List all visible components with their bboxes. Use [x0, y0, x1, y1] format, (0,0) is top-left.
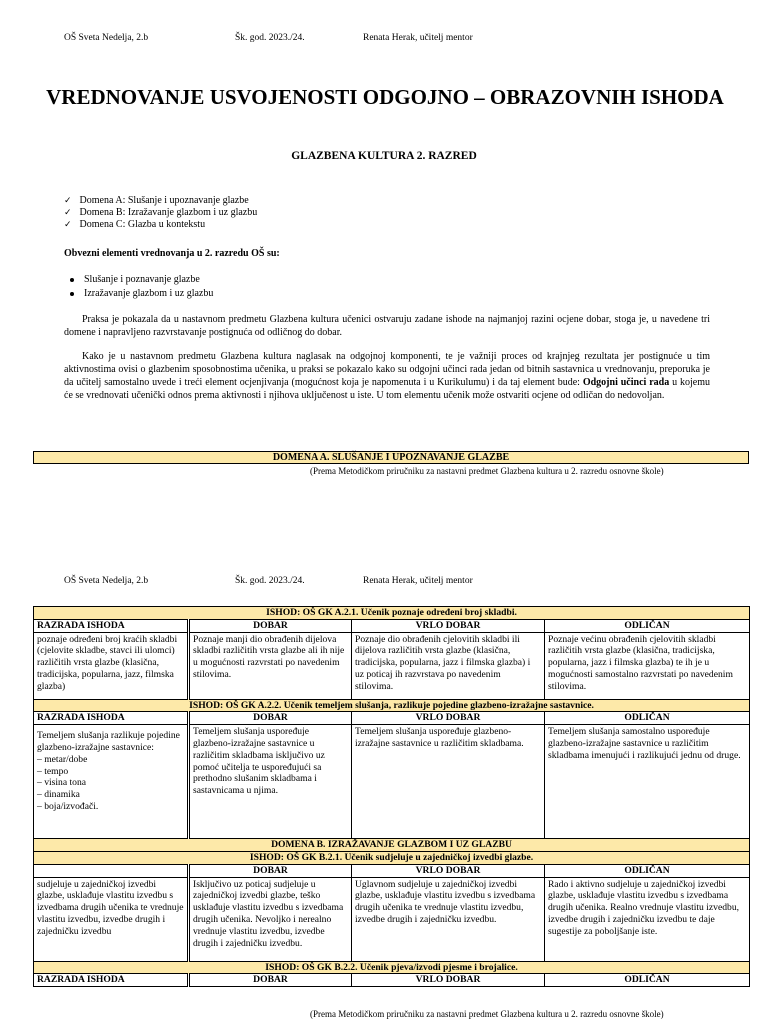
page-subtitle: GLAZBENA KULTURA 2. RAZRED: [291, 150, 477, 162]
table-row: [34, 877, 750, 961]
table-row: [34, 632, 750, 699]
obvezni-heading: Obvezni elementi vrednovanja u 2. razredu OŠ su:: [64, 248, 280, 259]
checklist-item: ✓ Domena A: Slušanje i upoznavanje glazbe: [64, 195, 257, 207]
cell-dobar: Temeljem slušanja uspoređuje glazbeno-izražajne sastavnice u različitim skladbama isključivo uz pomoć učitelja te uspoređujući sa prethodno slušanim skladbama i sastavnicama u njima.: [189, 725, 352, 839]
source-note: (Prema Metodičkom priručniku za nastavni predmet Glazbena kultura u 2. razredu osnovne škole): [310, 1009, 664, 1019]
bullet-item: Izražavanje glazbom i uz glazbu: [84, 288, 214, 299]
col-odlican: ODLIČAN: [545, 864, 750, 877]
page-title: VREDNOVANJE USVOJENOSTI ODGOJNO – OBRAZOVNIH ISHODA: [46, 85, 724, 109]
header-school-year: Šk. god. 2023./24.: [235, 33, 305, 43]
cell-odlican: Temeljem slušanja samostalno uspoređuje glazbeno-izražajne sastavnice u različitim skladbama imenujući i razlikujući jednu od druge.: [545, 725, 750, 839]
col-vrlo-dobar: VRLO DOBAR: [352, 619, 545, 632]
ishod-b22: ISHOD: OŠ GK B.2.2. Učenik pjeva/izvodi pjesme i brojalice.: [34, 961, 750, 974]
header-teacher: Renata Herak, učitelj mentor: [363, 33, 473, 43]
col-razrada: RAZRADA ISHODA: [34, 712, 189, 725]
ishod-a21: ISHOD: OŠ GK A.2.1. Učenik poznaje određeni broj skladbi.: [34, 607, 750, 620]
header-teacher: Renata Herak, učitelj mentor: [363, 576, 473, 586]
header-school: OŠ Sveta Nedelja, 2.b: [64, 576, 149, 586]
ishod-a22: ISHOD: OŠ GK A.2.2. Učenik temeljem slušanja, razlikuje pojedine glazbeno-izražajne sastavnice.: [34, 699, 750, 712]
col-razrada: RAZRADA ISHODA: [34, 974, 189, 987]
col-odlican: ODLIČAN: [545, 712, 750, 725]
col-vrlo-dobar: VRLO DOBAR: [352, 864, 545, 877]
domena-row: [34, 839, 750, 852]
cell-razrada: sudjeluje u zajedničkoj izvedbi glazbe, usklađuje vlastitu izvedbu s izvedbama drugih učenika te vrednuje vlastitu izvedbu, izvedbe drugih i zajedničku izvedbu: [34, 877, 189, 961]
col-dobar: DOBAR: [189, 864, 352, 877]
bullet-item: Slušanje i poznavanje glazbe: [84, 273, 213, 287]
ishod-row: [34, 699, 750, 712]
column-header-row: [34, 974, 750, 987]
cell-odlican: Poznaje većinu obrađenih cjelovitih skladbi različitih vrsta glazbe (klasična, tradicijska, popularna, jazz i filmska glazba) te ih je u mogućnosti samostalno razvrstati po navedenim stilovima.: [545, 632, 750, 699]
list-item: – tempo: [37, 765, 69, 777]
ishod-b21: ISHOD: OŠ GK B.2.1. Učenik sudjeluje u zajedničkoj izvedbi glazbe.: [34, 851, 750, 864]
cell-dobar: Isključivo uz poticaj sudjeluje u zajedničkoj izvedbi glazbe, teško usklađuje vlastitu izvedbu s izvedbama drugih učenika. Nevoljko i nerealno vrednuje vlastitu izvedbu, izvedbe drugih i zajedničku izvedbu.: [189, 877, 352, 961]
ishod-row: [34, 851, 750, 864]
cell-razrada: [34, 725, 189, 839]
paragraph-odgojni: [64, 350, 710, 402]
header-school: OŠ Sveta Nedelja, 2.b: [64, 33, 149, 43]
ishod-row: [34, 961, 750, 974]
checklist-item: ✓ Domena B: Izražavanje glazbom i uz glazbu: [64, 207, 257, 219]
column-header-row: [34, 864, 750, 877]
column-header-row: [34, 619, 750, 632]
ishod-row: [34, 607, 750, 620]
col-dobar: DOBAR: [189, 974, 352, 987]
domena-b-bar: DOMENA B. IZRAŽAVANJE GLAZBOM I UZ GLAZBU: [34, 839, 750, 852]
column-header-row: [34, 712, 750, 725]
assessment-table: [33, 606, 750, 987]
col-dobar: DOBAR: [189, 712, 352, 725]
cell-odlican: Rado i aktivno sudjeluje u zajedničkoj izvedbi glazbe, usklađuje vlastitu izvedbu s izvedbama drugih učenika. Realno vrednuje vlastitu izvedbu, izvedbe drugih i zajedničku izvedbu te daje sugestije za poboljšanje iste.: [545, 877, 750, 961]
domain-checklist: [64, 195, 257, 231]
cell-vrlo-dobar: Uglavnom sudjeluje u zajedničkoj izvedbi glazbe, usklađuje vlastitu izvedbu s izvedbama drugih učenika te vrednuje vlastitu izvedbu, izvedbe drugih i zajedničku izvedbu.: [352, 877, 545, 961]
col-vrlo-dobar: VRLO DOBAR: [352, 712, 545, 725]
col-razrada: RAZRADA ISHODA: [34, 619, 189, 632]
list-item: – visina tona: [37, 777, 87, 789]
paragraph-text: Kako je u nastavnom predmetu Glazbena kultura naglasak na odgojnoj komponenti, te je važniji proces od krajnjeg rezultata jer postignuće u tim aktivnostima ovisi o glazbenim sposobnostima učenika, u praksi se pokazalo kako su odgojni učinci rada jedan od bitnih sastavnica u vrednovanju, preporuka je da učitelj samostalno uvede i treći element ocjenjivanja (mogućnost koja je napomenuta i u Kurikulumu) i da taj element bude:: [64, 351, 710, 388]
col-dobar: DOBAR: [189, 619, 352, 632]
header-school-year: Šk. god. 2023./24.: [235, 576, 305, 586]
paragraph-text: u kojemu će se vrednovati učenički odnos prema aktivnosti i njihova uključenost u iste. U tom elementu učenik može ostvariti ocjene od odličan do nedovoljan.: [64, 377, 710, 401]
table-row: [34, 725, 750, 839]
razrada-intro: Temeljem slušanja razlikuje pojedine glazbeno-izražajne sastavnice:: [37, 730, 180, 753]
col-odlican: ODLIČAN: [545, 619, 750, 632]
col-odlican: ODLIČAN: [545, 974, 750, 987]
paragraph-bold-term: Odgojni učinci rada: [582, 377, 670, 388]
checklist-item: ✓ Domena C: Glazba u kontekstu: [64, 219, 257, 231]
cell-vrlo-dobar: Poznaje dio obrađenih cjelovitih skladbi ili dijelova različitih vrsta glazbe (klasična, tradicijska, popularna, jazz i filmska glazba) i uz poticaj ih razvrstava po navedenim stilovima.: [352, 632, 545, 699]
cell-razrada: poznaje određeni broj kraćih skladbi (cjelovite skladbe, stavci ili ulomci) različitih vrsta glazbe (klasična, tradicijska, popularna, jazz, filmska glazba): [34, 632, 189, 699]
source-note: (Prema Metodičkom priručniku za nastavni predmet Glazbena kultura u 2. razredu osnovne škole): [310, 466, 664, 476]
list-item: – boja/izvođači.: [37, 800, 99, 812]
cell-vrlo-dobar: Temeljem slušanja uspoređuje glazbeno-izražajne sastavnice u različitim skladbama.: [352, 725, 545, 839]
paragraph-praksa: Praksa je pokazala da u nastavnom predmetu Glazbena kultura učenici ostvaruju zadane ishode na najmanjoj razini ocjene dobar, stoga je, u navedene tri domene i napravljeno razvrstavanje postignuća od odličnog do dobar.: [64, 314, 710, 338]
list-item: – dinamika: [37, 789, 80, 801]
col-razrada-empty: [34, 864, 189, 877]
cell-dobar: Poznaje manji dio obrađenih dijelova skladbi različitih vrsta glazbe ali ih nije u mogućnosti razvrstati po navedenim stilovima.: [189, 632, 352, 699]
list-item: – metar/dobe: [37, 753, 88, 765]
obvezni-list: [84, 273, 213, 301]
col-vrlo-dobar: VRLO DOBAR: [352, 974, 545, 987]
domena-a-bar: DOMENA A. SLUŠANJE I UPOZNAVANJE GLAZBE: [33, 451, 749, 464]
